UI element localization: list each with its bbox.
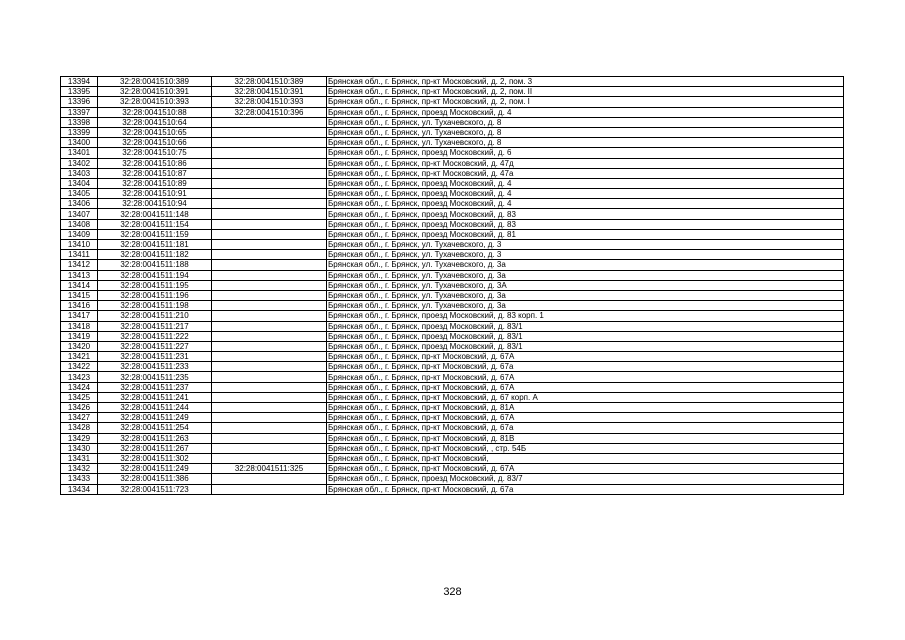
- table-row: [61, 443, 844, 453]
- related-cadastral-number-cell: [212, 127, 327, 137]
- row-number-cell: 13403: [61, 168, 98, 178]
- row-number-cell: 13411: [61, 250, 98, 260]
- related-cadastral-number-cell: [212, 331, 327, 341]
- cadastral-number-cell: 32:28:0041511:198: [98, 301, 212, 311]
- cadastral-number-cell: 32:28:0041511:241: [98, 392, 212, 402]
- table-row: [61, 240, 844, 250]
- cadastral-number-cell: 32:28:0041511:217: [98, 321, 212, 331]
- address-cell: Брянская обл., г. Брянск, проезд Московский, д. 83/1: [327, 321, 844, 331]
- table-row: [61, 403, 844, 413]
- related-cadastral-number-cell: [212, 372, 327, 382]
- cadastral-number-cell: 32:28:0041511:148: [98, 209, 212, 219]
- cadastral-number-cell: 32:28:0041511:196: [98, 290, 212, 300]
- address-cell: Брянская обл., г. Брянск, ул. Тухачевского, д. 3: [327, 250, 844, 260]
- table-row: [61, 117, 844, 127]
- cadastral-number-cell: 32:28:0041511:188: [98, 260, 212, 270]
- cadastral-number-cell: 32:28:0041511:195: [98, 280, 212, 290]
- related-cadastral-number-cell: 32:28:0041510:396: [212, 107, 327, 117]
- address-cell: Брянская обл., г. Брянск, ул. Тухачевского, д. 8: [327, 138, 844, 148]
- row-number-cell: 13414: [61, 280, 98, 290]
- address-cell: Брянская обл., г. Брянск, пр-кт Московский, д. 2, пом. 3: [327, 77, 844, 87]
- related-cadastral-number-cell: [212, 178, 327, 188]
- address-cell: Брянская обл., г. Брянск, проезд Московский, д. 4: [327, 107, 844, 117]
- cadastral-number-cell: 32:28:0041511:237: [98, 382, 212, 392]
- cadastral-number-cell: 32:28:0041510:66: [98, 138, 212, 148]
- table-row: [61, 311, 844, 321]
- address-cell: Брянская обл., г. Брянск, ул. Тухачевского, д. 3а: [327, 270, 844, 280]
- row-number-cell: 13431: [61, 453, 98, 463]
- address-cell: Брянская обл., г. Брянск, пр-кт Московский, д. 67а: [327, 484, 844, 494]
- table-row: [61, 178, 844, 188]
- related-cadastral-number-cell: [212, 290, 327, 300]
- cadastral-number-cell: 32:28:0041510:94: [98, 199, 212, 209]
- row-number-cell: 13409: [61, 229, 98, 239]
- related-cadastral-number-cell: [212, 301, 327, 311]
- related-cadastral-number-cell: [212, 219, 327, 229]
- cadastral-number-cell: 32:28:0041510:88: [98, 107, 212, 117]
- row-number-cell: 13407: [61, 209, 98, 219]
- table-row: [61, 260, 844, 270]
- table-row: [61, 352, 844, 362]
- cadastral-number-cell: 32:28:0041510:65: [98, 127, 212, 137]
- related-cadastral-number-cell: [212, 260, 327, 270]
- row-number-cell: 13421: [61, 352, 98, 362]
- cadastral-number-cell: 32:28:0041510:389: [98, 77, 212, 87]
- related-cadastral-number-cell: [212, 453, 327, 463]
- related-cadastral-number-cell: [212, 413, 327, 423]
- related-cadastral-number-cell: [212, 423, 327, 433]
- table-row: [61, 392, 844, 402]
- table-row: [61, 168, 844, 178]
- table-row: [61, 148, 844, 158]
- row-number-cell: 13415: [61, 290, 98, 300]
- table-row: [61, 341, 844, 351]
- row-number-cell: 13398: [61, 117, 98, 127]
- related-cadastral-number-cell: [212, 352, 327, 362]
- cadastral-number-cell: 32:28:0041511:222: [98, 331, 212, 341]
- table-row: [61, 413, 844, 423]
- related-cadastral-number-cell: [212, 311, 327, 321]
- table-row: [61, 158, 844, 168]
- cadastral-number-cell: 32:28:0041511:159: [98, 229, 212, 239]
- related-cadastral-number-cell: [212, 270, 327, 280]
- row-number-cell: 13419: [61, 331, 98, 341]
- cadastral-number-cell: 32:28:0041511:302: [98, 453, 212, 463]
- row-number-cell: 13423: [61, 372, 98, 382]
- row-number-cell: 13426: [61, 403, 98, 413]
- row-number-cell: 13425: [61, 392, 98, 402]
- related-cadastral-number-cell: 32:28:0041511:325: [212, 464, 327, 474]
- row-number-cell: 13405: [61, 189, 98, 199]
- table-row: [61, 229, 844, 239]
- table-body: [61, 77, 844, 495]
- cadastral-number-cell: 32:28:0041510:75: [98, 148, 212, 158]
- related-cadastral-number-cell: [212, 341, 327, 351]
- cadastral-number-cell: 32:28:0041511:267: [98, 443, 212, 453]
- row-number-cell: 13410: [61, 240, 98, 250]
- row-number-cell: 13413: [61, 270, 98, 280]
- cadastral-number-cell: 32:28:0041510:91: [98, 189, 212, 199]
- related-cadastral-number-cell: 32:28:0041510:393: [212, 97, 327, 107]
- cadastral-number-cell: 32:28:0041511:227: [98, 341, 212, 351]
- table-row: [61, 280, 844, 290]
- related-cadastral-number-cell: [212, 240, 327, 250]
- table-row: [61, 138, 844, 148]
- related-cadastral-number-cell: [212, 474, 327, 484]
- table-row: [61, 423, 844, 433]
- table-row: [61, 433, 844, 443]
- row-number-cell: 13408: [61, 219, 98, 229]
- address-cell: Брянская обл., г. Брянск, ул. Тухачевского, д. 3: [327, 240, 844, 250]
- table-row: [61, 270, 844, 280]
- related-cadastral-number-cell: [212, 321, 327, 331]
- table-row: [61, 250, 844, 260]
- address-cell: Брянская обл., г. Брянск, пр-кт Московский, д. 47а: [327, 168, 844, 178]
- related-cadastral-number-cell: [212, 280, 327, 290]
- cadastral-number-cell: 32:28:0041510:64: [98, 117, 212, 127]
- table-row: [61, 209, 844, 219]
- table-row: [61, 219, 844, 229]
- cadastral-number-cell: 32:28:0041511:386: [98, 474, 212, 484]
- address-cell: Брянская обл., г. Брянск, ул. Тухачевского, д. 3а: [327, 260, 844, 270]
- table-row: [61, 107, 844, 117]
- address-cell: Брянская обл., г. Брянск, проезд Московский, д. 4: [327, 178, 844, 188]
- address-cell: Брянская обл., г. Брянск, ул. Тухачевского, д. 8: [327, 117, 844, 127]
- table-row: [61, 321, 844, 331]
- cadastral-number-cell: 32:28:0041511:723: [98, 484, 212, 494]
- cadastral-number-cell: 32:28:0041511:263: [98, 433, 212, 443]
- row-number-cell: 13428: [61, 423, 98, 433]
- address-cell: Брянская обл., г. Брянск, проезд Московский, д. 4: [327, 199, 844, 209]
- cadastral-number-cell: 32:28:0041510:391: [98, 87, 212, 97]
- address-cell: Брянская обл., г. Брянск, проезд Московский, д. 83/1: [327, 331, 844, 341]
- cadastral-number-cell: 32:28:0041511:210: [98, 311, 212, 321]
- row-number-cell: 13427: [61, 413, 98, 423]
- address-cell: Брянская обл., г. Брянск, пр-кт Московский, д. 67А: [327, 382, 844, 392]
- cadastral-number-cell: 32:28:0041511:244: [98, 403, 212, 413]
- cadastral-number-cell: 32:28:0041511:249: [98, 413, 212, 423]
- row-number-cell: 13429: [61, 433, 98, 443]
- table-row: [61, 453, 844, 463]
- row-number-cell: 13397: [61, 107, 98, 117]
- row-number-cell: 13422: [61, 362, 98, 372]
- cadastral-number-cell: 32:28:0041511:181: [98, 240, 212, 250]
- related-cadastral-number-cell: [212, 403, 327, 413]
- table-row: [61, 301, 844, 311]
- row-number-cell: 13433: [61, 474, 98, 484]
- table-row: [61, 372, 844, 382]
- address-cell: Брянская обл., г. Брянск, пр-кт Московский, д. 67 корп. А: [327, 392, 844, 402]
- related-cadastral-number-cell: [212, 392, 327, 402]
- row-number-cell: 13406: [61, 199, 98, 209]
- row-number-cell: 13416: [61, 301, 98, 311]
- address-cell: Брянская обл., г. Брянск, пр-кт Московский, д. 67А: [327, 372, 844, 382]
- row-number-cell: 13434: [61, 484, 98, 494]
- cadastral-table: [60, 76, 844, 495]
- table-row: [61, 189, 844, 199]
- related-cadastral-number-cell: [212, 433, 327, 443]
- address-cell: Брянская обл., г. Брянск, пр-кт Московский, д. 2, пом. I: [327, 97, 844, 107]
- row-number-cell: 13420: [61, 341, 98, 351]
- address-cell: Брянская обл., г. Брянск, ул. Тухачевского, д. 3а: [327, 301, 844, 311]
- cadastral-number-cell: 32:28:0041510:87: [98, 168, 212, 178]
- address-cell: Брянская обл., г. Брянск, пр-кт Московский, д. 47д: [327, 158, 844, 168]
- address-cell: Брянская обл., г. Брянск, проезд Московский, д. 4: [327, 189, 844, 199]
- row-number-cell: 13430: [61, 443, 98, 453]
- related-cadastral-number-cell: [212, 158, 327, 168]
- address-cell: Брянская обл., г. Брянск, пр-кт Московский, , стр. 54Б: [327, 443, 844, 453]
- address-cell: Брянская обл., г. Брянск, пр-кт Московский, д. 67а: [327, 423, 844, 433]
- row-number-cell: 13417: [61, 311, 98, 321]
- address-cell: Брянская обл., г. Брянск, ул. Тухачевского, д. 3А: [327, 280, 844, 290]
- row-number-cell: 13418: [61, 321, 98, 331]
- related-cadastral-number-cell: 32:28:0041510:391: [212, 87, 327, 97]
- table-row: [61, 484, 844, 494]
- cadastral-number-cell: 32:28:0041511:254: [98, 423, 212, 433]
- address-cell: Брянская обл., г. Брянск, проезд Московский, д. 81: [327, 229, 844, 239]
- table-row: [61, 199, 844, 209]
- address-cell: Брянская обл., г. Брянск, пр-кт Московский, д. 67А: [327, 464, 844, 474]
- row-number-cell: 13424: [61, 382, 98, 392]
- related-cadastral-number-cell: [212, 443, 327, 453]
- table-row: [61, 127, 844, 137]
- cadastral-number-cell: 32:28:0041510:86: [98, 158, 212, 168]
- address-cell: Брянская обл., г. Брянск, пр-кт Московский, д. 81В: [327, 433, 844, 443]
- related-cadastral-number-cell: [212, 229, 327, 239]
- cadastral-number-cell: 32:28:0041510:89: [98, 178, 212, 188]
- table-row: [61, 382, 844, 392]
- table-row: [61, 362, 844, 372]
- address-cell: Брянская обл., г. Брянск, пр-кт Московский, д. 67А: [327, 413, 844, 423]
- row-number-cell: 13412: [61, 260, 98, 270]
- address-cell: Брянская обл., г. Брянск, проезд Московский, д. 83 корп. 1: [327, 311, 844, 321]
- address-cell: Брянская обл., г. Брянск, проезд Московский, д. 83/7: [327, 474, 844, 484]
- address-cell: Брянская обл., г. Брянск, пр-кт Московский, д. 67а: [327, 362, 844, 372]
- row-number-cell: 13395: [61, 87, 98, 97]
- related-cadastral-number-cell: [212, 250, 327, 260]
- row-number-cell: 13404: [61, 178, 98, 188]
- address-cell: Брянская обл., г. Брянск, пр-кт Московский,: [327, 453, 844, 463]
- related-cadastral-number-cell: [212, 168, 327, 178]
- related-cadastral-number-cell: [212, 382, 327, 392]
- table-row: [61, 97, 844, 107]
- address-cell: Брянская обл., г. Брянск, ул. Тухачевского, д. 3а: [327, 290, 844, 300]
- related-cadastral-number-cell: [212, 199, 327, 209]
- related-cadastral-number-cell: [212, 209, 327, 219]
- table-row: [61, 87, 844, 97]
- cadastral-number-cell: 32:28:0041511:235: [98, 372, 212, 382]
- row-number-cell: 13394: [61, 77, 98, 87]
- table-row: [61, 474, 844, 484]
- table-row: [61, 290, 844, 300]
- address-cell: Брянская обл., г. Брянск, проезд Московский, д. 6: [327, 148, 844, 158]
- address-cell: Брянская обл., г. Брянск, проезд Московский, д. 83: [327, 209, 844, 219]
- row-number-cell: 13402: [61, 158, 98, 168]
- cadastral-number-cell: 32:28:0041511:182: [98, 250, 212, 260]
- address-cell: Брянская обл., г. Брянск, пр-кт Московский, д. 67А: [327, 352, 844, 362]
- table-row: [61, 464, 844, 474]
- cadastral-number-cell: 32:28:0041510:393: [98, 97, 212, 107]
- related-cadastral-number-cell: [212, 484, 327, 494]
- address-cell: Брянская обл., г. Брянск, пр-кт Московский, д. 2, пом. II: [327, 87, 844, 97]
- cadastral-number-cell: 32:28:0041511:249: [98, 464, 212, 474]
- cadastral-number-cell: 32:28:0041511:194: [98, 270, 212, 280]
- cadastral-number-cell: 32:28:0041511:233: [98, 362, 212, 372]
- table-row: [61, 77, 844, 87]
- row-number-cell: 13399: [61, 127, 98, 137]
- cadastral-number-cell: 32:28:0041511:231: [98, 352, 212, 362]
- related-cadastral-number-cell: [212, 362, 327, 372]
- row-number-cell: 13432: [61, 464, 98, 474]
- related-cadastral-number-cell: [212, 148, 327, 158]
- related-cadastral-number-cell: [212, 138, 327, 148]
- address-cell: Брянская обл., г. Брянск, ул. Тухачевского, д. 8: [327, 127, 844, 137]
- related-cadastral-number-cell: [212, 117, 327, 127]
- page-number: 328: [443, 586, 462, 598]
- address-cell: Брянская обл., г. Брянск, проезд Московский, д. 83: [327, 219, 844, 229]
- row-number-cell: 13396: [61, 97, 98, 107]
- address-cell: Брянская обл., г. Брянск, пр-кт Московский, д. 81А: [327, 403, 844, 413]
- table-row: [61, 331, 844, 341]
- related-cadastral-number-cell: 32:28:0041510:389: [212, 77, 327, 87]
- row-number-cell: 13400: [61, 138, 98, 148]
- cadastral-number-cell: 32:28:0041511:154: [98, 219, 212, 229]
- related-cadastral-number-cell: [212, 189, 327, 199]
- row-number-cell: 13401: [61, 148, 98, 158]
- address-cell: Брянская обл., г. Брянск, проезд Московский, д. 83/1: [327, 341, 844, 351]
